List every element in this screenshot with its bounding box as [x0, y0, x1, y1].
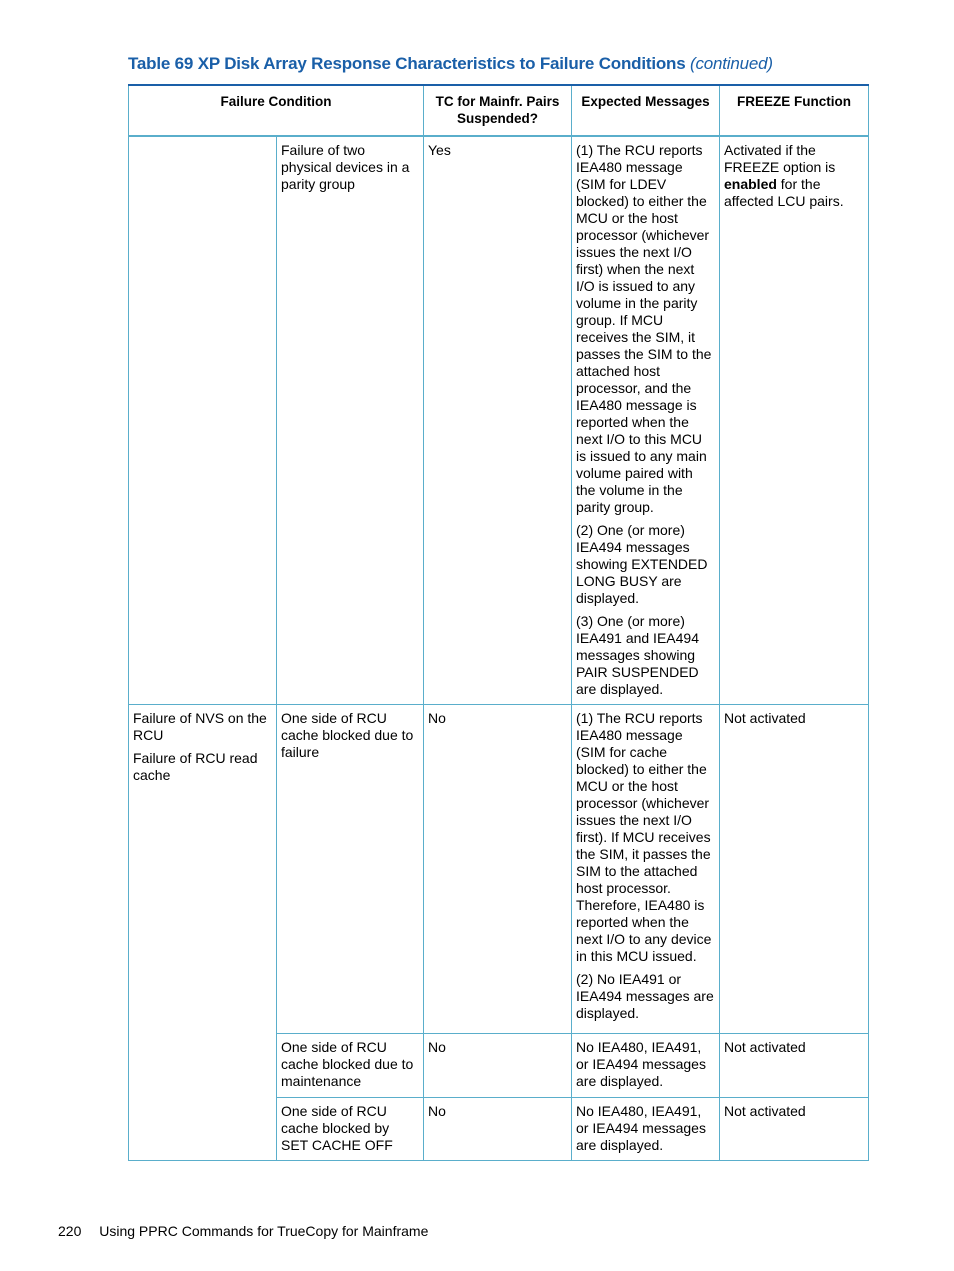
table-row	[129, 705, 869, 1034]
message-item: (2) No IEA491 or IEA494 messages are displayed.	[576, 971, 714, 1021]
cell-freeze: Not activated	[720, 1034, 869, 1098]
page-number: 220	[58, 1223, 82, 1239]
message-item: (1) The RCU reports IEA480 message (SIM for LDEV blocked) to either the MCU or the host processor (whichever issues the next I/O first) when the next I/O is issued to any volume in the parity group. If MCU receives the SIM, it passes the SIM to the attached host processor, and the IEA480 message is reported when the next I/O to this MCU is issued to any main volume paired with the volume in the parity group.	[576, 142, 712, 515]
cell-expected-messages: No IEA480, IEA491, or IEA494 messages are displayed.	[572, 1034, 720, 1098]
table-row	[129, 136, 869, 705]
cell-sub-condition: One side of RCU cache blocked due to maintenance	[277, 1034, 424, 1098]
continued-label: (continued)	[690, 54, 773, 73]
condition-read-cache: Failure of RCU read cache	[133, 750, 258, 783]
cell-tc: No	[424, 1098, 572, 1161]
cell-condition-empty	[129, 136, 277, 705]
cell-tc: Yes	[424, 136, 572, 705]
cell-tc: No	[424, 1034, 572, 1098]
condition-nvs: Failure of NVS on the RCU	[133, 710, 267, 743]
header-tc-suspended: TC for Mainfr. Pairs Suspended?	[424, 85, 572, 136]
cell-condition-group	[129, 705, 277, 1161]
table-title: Table 69 XP Disk Array Response Characteristics to Failure Conditions	[128, 54, 686, 73]
header-expected-messages: Expected Messages	[572, 85, 720, 136]
cell-freeze: Not activated	[720, 705, 869, 1034]
cell-tc: No	[424, 705, 572, 1034]
freeze-enabled-bold: enabled	[724, 176, 777, 192]
cell-sub-condition: One side of RCU cache blocked by SET CACHE OFF	[277, 1098, 424, 1161]
header-failure-condition: Failure Condition	[129, 85, 424, 136]
cell-sub-condition: One side of RCU cache blocked due to failure	[277, 705, 424, 1034]
cell-expected-messages	[572, 705, 720, 1034]
cell-expected-messages: No IEA480, IEA491, or IEA494 messages are displayed.	[572, 1098, 720, 1161]
cell-expected-messages	[572, 136, 720, 705]
table-header-row	[129, 85, 869, 136]
freeze-text: Activated if the FREEZE option is	[724, 142, 836, 175]
cell-freeze: Not activated	[720, 1098, 869, 1161]
header-freeze-function: FREEZE Function	[720, 85, 869, 136]
message-item: (2) One (or more) IEA494 messages showing EXTENDED LONG BUSY are displayed.	[576, 522, 708, 606]
failure-conditions-table	[128, 84, 869, 1161]
cell-freeze	[720, 136, 869, 705]
message-item: (1) The RCU reports IEA480 message (SIM for cache blocked) to either the MCU or the host processor (whichever issues the next I/O first). If MCU receives the SIM, it passes the SIM to the attached host processor. Therefore, IEA480 is reported when the next I/O to any device in this MCU issued.	[576, 710, 712, 964]
freeze-text: for the affected LCU pairs.	[724, 176, 844, 209]
footer-text: Using PPRC Commands for TrueCopy for Mainframe	[99, 1223, 429, 1239]
page-footer	[58, 1223, 428, 1239]
cell-sub-condition: Failure of two physical devices in a parity group	[277, 136, 424, 705]
table-caption	[128, 54, 773, 74]
message-item: (3) One (or more) IEA491 and IEA494 messages showing PAIR SUSPENDED are displayed.	[576, 613, 699, 697]
